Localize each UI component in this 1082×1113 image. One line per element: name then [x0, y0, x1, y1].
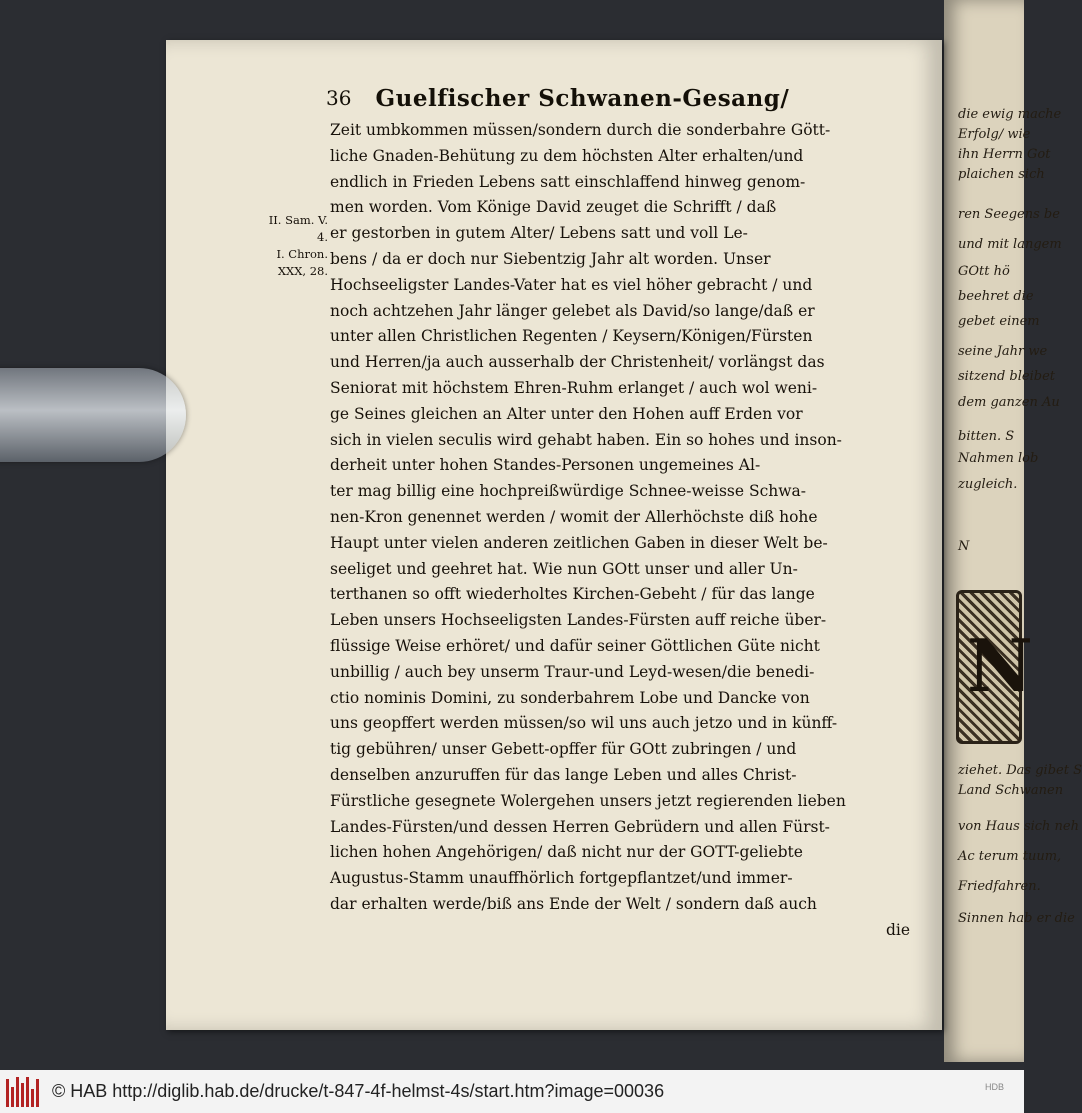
- facing-page-fragment: Sinnen hab er die: [958, 911, 1075, 926]
- facing-page-fragment: plaichen sich: [958, 167, 1045, 182]
- text-line: dar erhalten werde/biß ans Ende der Welt / sondern daß auch: [330, 894, 817, 913]
- book-page: [166, 40, 942, 1030]
- text-line: und Herren/ja auch ausserhalb der Christenheit/ vorlängst das: [330, 353, 825, 372]
- facing-page-fragment: Ac terum tuum,: [958, 849, 1062, 864]
- text-line: ter mag billig eine hochpreißwürdige Schnee-weisse Schwa-: [330, 482, 806, 501]
- text-line: derheit unter hohen Standes-Personen ungemeines Al-: [330, 456, 761, 475]
- text-line: Landes-Fürsten/und dessen Herren Gebrüdern und allen Fürst-: [330, 817, 830, 836]
- text-line: terthanen so offt wiederholtes Kirchen-Gebeht / für das lange: [330, 585, 815, 604]
- footer-mark: HDB: [984, 1082, 1004, 1092]
- copyright-link[interactable]: © HAB http://diglib.hab.de/drucke/t-847-4f-helmst-4s/start.htm?image=00036: [52, 1081, 665, 1101]
- decorated-initial: [956, 590, 1033, 744]
- running-title: Guelfischer Schwanen-Gesang/: [375, 84, 790, 112]
- facing-page-fragment: ihn Herrn Got: [958, 147, 1051, 162]
- facing-page-fragment: von Haus sich neh: [958, 819, 1079, 834]
- glass-page-holder: [0, 368, 186, 462]
- hab-logo-icon: [4, 1075, 44, 1109]
- text-line: tig gebühren/ unser Gebett-opffer für GOtt zubringen / und: [330, 740, 797, 759]
- text-line: Leben unsers Hochseeligsten Landes-Fürsten auff reiche über-: [330, 611, 827, 630]
- text-line: lichen hohen Angehörigen/ daß nicht nur der GOTT-geliebte: [330, 843, 803, 862]
- decorated-initial-letter: N: [967, 623, 1033, 708]
- facing-page-fragment: N: [958, 539, 970, 554]
- text-line: endlich in Frieden Lebens satt einschlaffend hinweg genom-: [330, 172, 806, 191]
- text-line: Hochseeligster Landes-Vater hat es viel höher gebracht / und: [330, 275, 813, 294]
- text-line: die: [885, 920, 910, 939]
- margin-note: II. Sam. V.: [268, 213, 328, 227]
- facing-page-fragment: sitzend bleibet: [958, 369, 1055, 384]
- facing-page-fragment: zugleich.: [958, 477, 1018, 492]
- facing-page-fragment: die ewig mache: [958, 107, 1062, 122]
- facing-page-fragment: GOtt hö: [958, 264, 1010, 279]
- margin-note: XXX, 28.: [277, 264, 328, 278]
- text-line: Augustus-Stamm unauffhörlich fortgepflantzet/und immer-: [330, 869, 793, 888]
- margin-note: I. Chron.: [276, 247, 328, 261]
- footer-bar: [0, 1070, 1024, 1113]
- body-text: [330, 118, 910, 944]
- text-line: seeliget und geehret hat. Wie nun GOtt unser und aller Un-: [330, 559, 798, 578]
- text-line: ge Seines gleichen an Alter unter den Hohen auff Erden vor: [330, 404, 803, 423]
- facing-page-fragment: dem ganzen Au: [958, 395, 1060, 410]
- text-line: er gestorben in gutem Alter/ Lebens satt und voll Le-: [330, 224, 748, 243]
- margin-notes: [252, 212, 328, 280]
- page-number: 36: [326, 86, 352, 110]
- text-line: nen-Kron genennet werden / womit der Allerhöchste diß hohe: [330, 507, 818, 526]
- text-line: Zeit umbkommen müssen/sondern durch die sonderbahre Gött-: [330, 121, 831, 139]
- text-line: flüssige Weise erhöret/ und dafür seiner Göttlichen Güte nicht: [330, 636, 820, 655]
- text-line: uns geopffert werden müssen/so wil uns auch jetzo und in künff-: [330, 714, 838, 733]
- text-line: Fürstliche gesegnete Wolergehen unsers jetzt regierenden lieben: [330, 791, 846, 810]
- facing-page-fragment: ren Seegens be: [958, 207, 1060, 222]
- text-line: liche Gnaden-Behütung zu dem höchsten Alter erhalten/und: [330, 146, 804, 165]
- facing-page-fragment: ziehet. Das gibet S: [958, 763, 1082, 778]
- text-line: ctio nominis Domini, zu sonderbahrem Lobe und Dancke von: [330, 688, 810, 707]
- facing-page-fragment: Land Schwanen: [958, 783, 1064, 798]
- facing-page-fragment: und mit langem: [958, 237, 1062, 252]
- text-line: sich in vielen seculis wird gehabt haben. Ein so hohes und inson-: [330, 430, 842, 449]
- text-line: Haupt unter vielen anderen zeitlichen Gaben in dieser Welt be-: [330, 533, 828, 552]
- text-line: denselben anzuruffen für das lange Leben und alles Christ-: [330, 765, 797, 784]
- margin-note: 4.: [317, 230, 328, 244]
- facing-page-fragment: beehret die: [958, 289, 1034, 304]
- text-line: men worden. Vom Könige David zeuget die Schrifft / daß: [330, 198, 777, 217]
- facing-page-fragment: Nahmen lob: [958, 451, 1039, 466]
- text-line: Seniorat mit höchstem Ehren-Ruhm erlanget / auch wol weni-: [330, 378, 818, 397]
- facing-page-fragment: Friedfahren.: [958, 879, 1041, 894]
- page-header: [326, 78, 976, 118]
- text-line: bens / da er doch nur Siebentzig Jahr alt worden. Unser: [330, 249, 771, 268]
- text-line: unbillig / auch bey unserm Traur-und Leyd-wesen/die benedi-: [330, 662, 815, 681]
- facing-page-fragment: gebet einem: [958, 314, 1040, 329]
- facing-page: [944, 0, 1082, 1062]
- text-line: unter allen Christlichen Regenten / Keysern/Königen/Fürsten: [330, 327, 813, 346]
- facing-page-fragment: bitten. S: [958, 429, 1015, 444]
- facing-page-fragment: seine Jahr we: [958, 344, 1048, 359]
- text-line: noch achtzehen Jahr länger gelebet als David/so lange/daß er: [330, 301, 815, 320]
- facing-page-fragment: Erfolg/ wie: [958, 127, 1031, 142]
